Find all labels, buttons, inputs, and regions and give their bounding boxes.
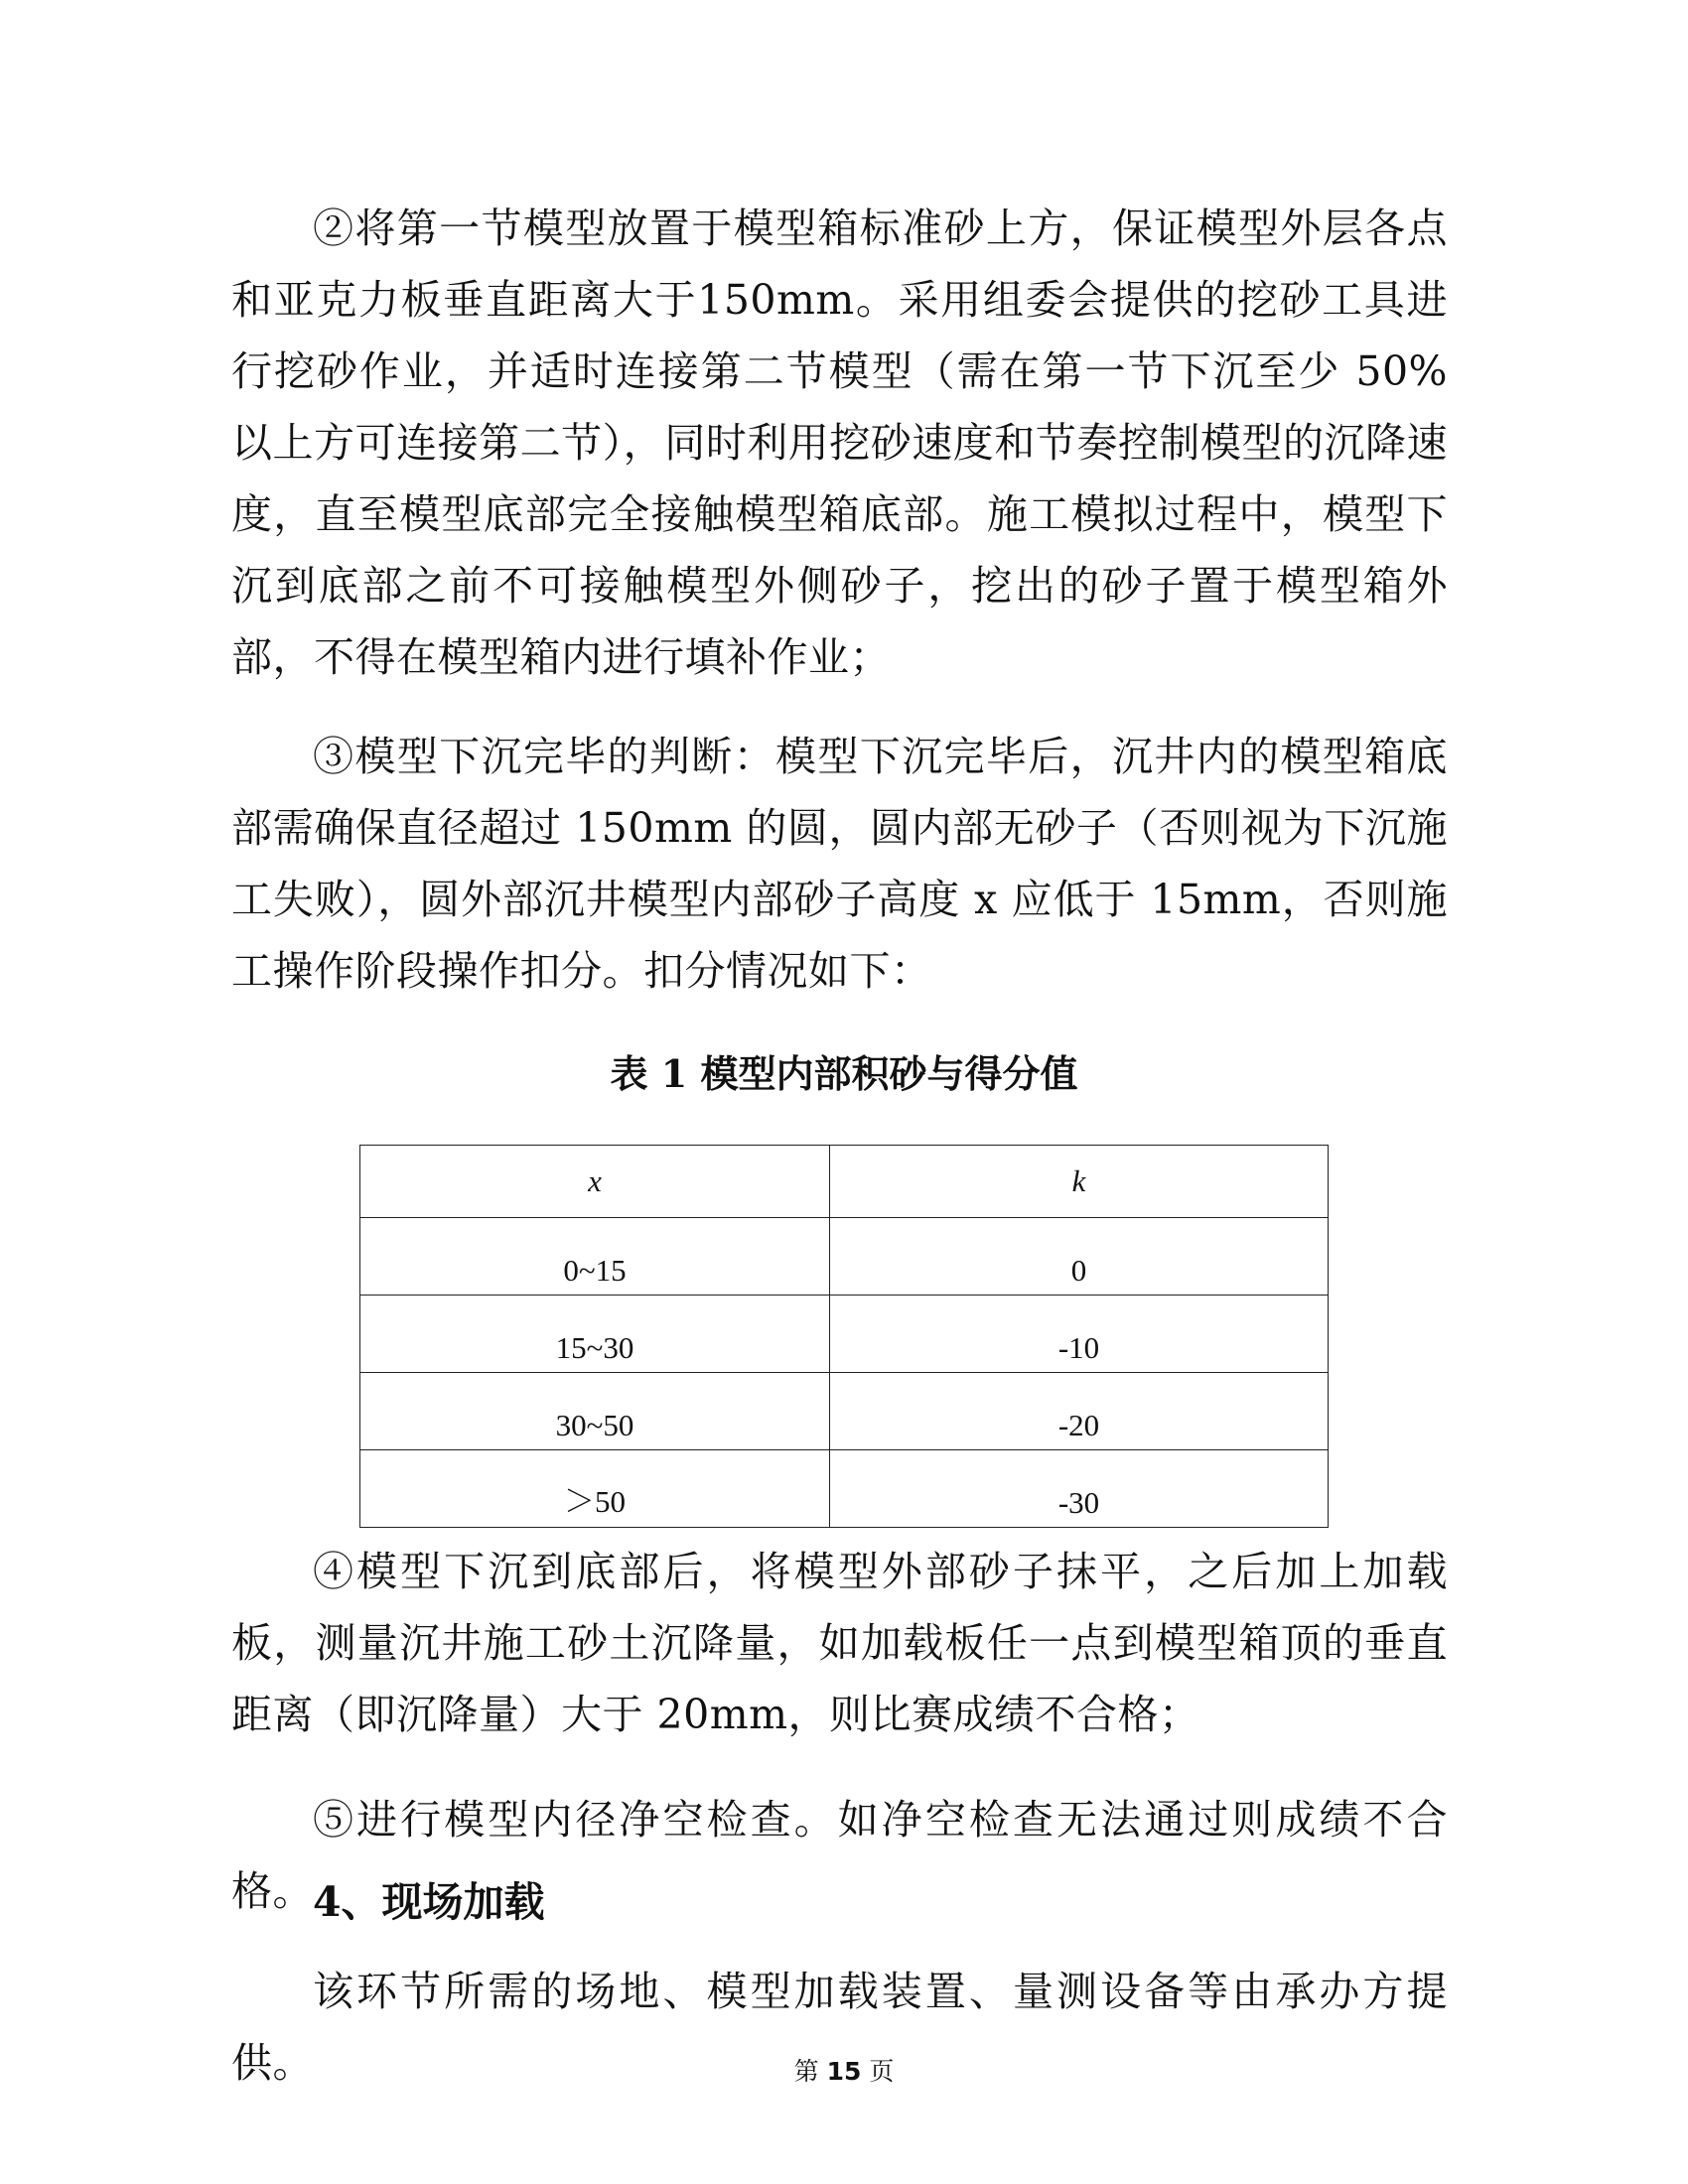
footer-prefix: 第 bbox=[793, 2057, 819, 2086]
section-heading: 4、现场加载 bbox=[313, 1878, 545, 1926]
table-cell-k: -10 bbox=[830, 1296, 1329, 1373]
page-number: 15 bbox=[826, 2057, 862, 2086]
table-cell-k: -30 bbox=[830, 1450, 1329, 1528]
table-header-x: x bbox=[360, 1146, 830, 1218]
table-cell-x: 15~30 bbox=[360, 1296, 830, 1373]
table-cell-x: 0~15 bbox=[360, 1218, 830, 1296]
paragraph-step-5: ⑤进行模型内径净空检查。如净空检查无法通过则成绩不合格。 bbox=[231, 1796, 1448, 1915]
table-row bbox=[360, 1296, 1329, 1373]
paragraph-step-2: ②将第一节模型放置于模型箱标准砂上方，保证模型外层各点和亚克力板垂直距离大于150mm。采用组委会提供的挖砂工具进行挖砂作业，并适时连接第二节模型（需在第一节下沉至少 50%以上方可连接第二节），同时利用挖砂速度和节奏控制模型的沉降速度，直至模型底部完全接触模型箱底部。施工模拟过程中，模型下沉到底部之前不可接触模型外侧砂子，挖出的砂子置于模型箱外部，不得在模型箱内进行填补作业； bbox=[231, 205, 1448, 681]
footer-suffix: 页 bbox=[869, 2057, 895, 2086]
paragraph-section-4-intro: 该环节所需的场地、模型加载装置、量测设备等由承办方提供。 bbox=[231, 1968, 1448, 2087]
page-footer bbox=[0, 2052, 1688, 2088]
sand-score-table bbox=[359, 1145, 1329, 1528]
table-caption: 表 1 模型内部积砂与得分值 bbox=[610, 1051, 1078, 1096]
table-header-k: k bbox=[830, 1146, 1329, 1218]
table-cell-k: -20 bbox=[830, 1373, 1329, 1450]
table-row bbox=[360, 1373, 1329, 1450]
table-row bbox=[360, 1450, 1329, 1528]
table-cell-k: 0 bbox=[830, 1218, 1329, 1296]
table-cell-x: 30~50 bbox=[360, 1373, 830, 1450]
table-cell-x: ＞50 bbox=[360, 1450, 830, 1528]
paragraph-step-4: ④模型下沉到底部后，将模型外部砂子抹平，之后加上加载板，测量沉井施工砂土沉降量，如加载板任一点到模型箱顶的垂直距离（即沉降量）大于 20mm，则比赛成绩不合格； bbox=[231, 1548, 1448, 1738]
paragraph-step-3: ③模型下沉完毕的判断：模型下沉完毕后，沉井内的模型箱底部需确保直径超过 150mm 的圆，圆内部无砂子（否则视为下沉施工失败），圆外部沉井模型内部砂子高度 x 应低于 15mm，否则施工操作阶段操作扣分。扣分情况如下： bbox=[231, 733, 1448, 995]
table-header-row bbox=[360, 1146, 1329, 1218]
table-row bbox=[360, 1218, 1329, 1296]
